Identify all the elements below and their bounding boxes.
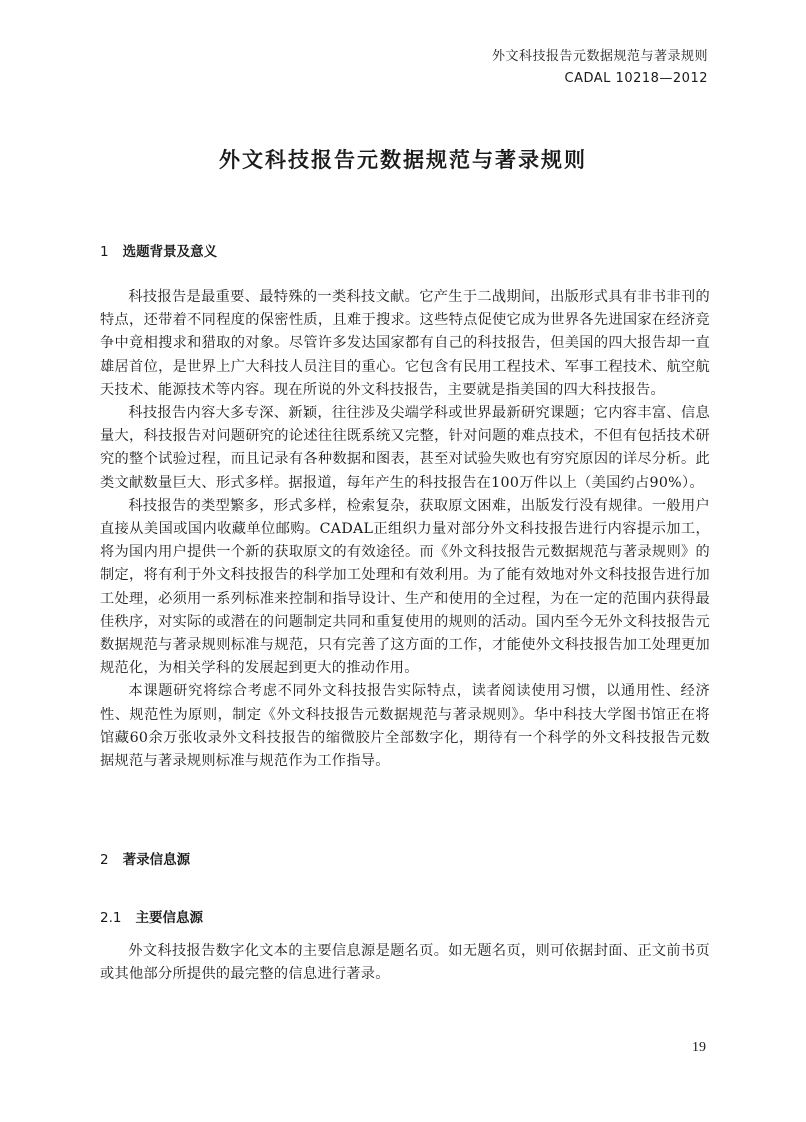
section-1-heading — [100, 240, 217, 260]
running-head-title: 外文科技报告元数据规范与著录规则 — [491, 49, 708, 64]
section-2-1-heading — [100, 906, 203, 926]
paragraph: 科技报告的类型繁多，形式多样，检索复杂，获取原文困难，出版发行没有规律。一般用户直接从美国或国内收藏单位邮购。CADAL正组织力量对部分外文科技报告进行内容提示加工，将为国内用户提供一个新的获取原文的有效途径。而《外文科技报告元数据规范与著录规则》的制定，将有利于外文科技报告的科学加工处理和有效利用。为了能有效地对外文科技报告进行加工处理，必须用一系列标准来控制和指导设计、生产和使用的全过程，为在一定的范围内获得最佳秩序，对实际的或潜在的问题制定共同和重复使用的规则的活动。国内至今无外文科技报告元数据规范与著录规则标准与规范，只有完善了这方面的工作，才能使外文科技报告加工处理更加规范化，为相关学科的发展起到更大的推动作用。 — [100, 497, 710, 677]
section-number: 2 — [100, 852, 109, 868]
standard-code: CADAL 10218—2012 — [564, 71, 708, 86]
section-number: 2.1 — [100, 910, 122, 926]
section-title: 主要信息源 — [135, 910, 203, 926]
paragraph: 本课题研究将综合考虑不同外文科技报告实际特点，读者阅读使用习惯，以通用性、经济性、规范性为原则，制定《外文科技报告元数据规范与著录规则》。华中科技大学图书馆正在将馆藏60余万张收录外文科技报告的缩微胶片全部数字化，期待有一个科学的外文科技报告元数据规范与著录规则标准与规范作为工作指导。 — [100, 683, 710, 770]
section-1-body — [100, 286, 710, 773]
paragraph: 外文科技报告数字化文本的主要信息源是题名页。如无题名页，则可依据封面、正文前书页或其他部分所提供的最完整的信息进行著录。 — [100, 943, 710, 983]
document-title: 外文科技报告元数据规范与著录规则 — [219, 148, 587, 172]
running-head — [492, 46, 708, 90]
section-number: 1 — [100, 244, 109, 260]
paragraph: 科技报告是最重要、最特殊的一类科技文献。它产生于二战期间，出版形式具有非书非刊的特点，还带着不同程度的保密性质，且难于搜求。这些特点促使它成为世界各先进国家在经济竞争中竟相搜求和猎取的对象。尽管许多发达国家都有自己的科技报告，但美国的四大报告却一直雄居首位，是世界上广大科技人员注目的重心。它包含有民用工程技术、军事工程技术、航空航天技术、能源技术等内容。现在所说的外文科技报告，主要就是指美国的四大科技报告。 — [100, 289, 710, 398]
section-title: 选题背景及意义 — [122, 244, 218, 260]
section-2-1-body — [100, 940, 710, 986]
section-title: 著录信息源 — [122, 852, 191, 868]
page-number: 19 — [692, 1040, 706, 1055]
paragraph: 科技报告内容大多专深、新颖，往往涉及尖端学科或世界最新研究课题；它内容丰富、信息量大，科技报告对问题研究的论述往往既系统又完整，针对问题的难点技术，不但有包括技术研究的整个试验过程，而且记录有各种数据和图表，甚至对试验失败也有穷究原因的详尽分析。此类文献数量巨大、形式多样。据报道，每年产生的科技报告在100万件以上（美国约占90%）。 — [100, 405, 710, 491]
section-2-heading — [100, 848, 190, 868]
